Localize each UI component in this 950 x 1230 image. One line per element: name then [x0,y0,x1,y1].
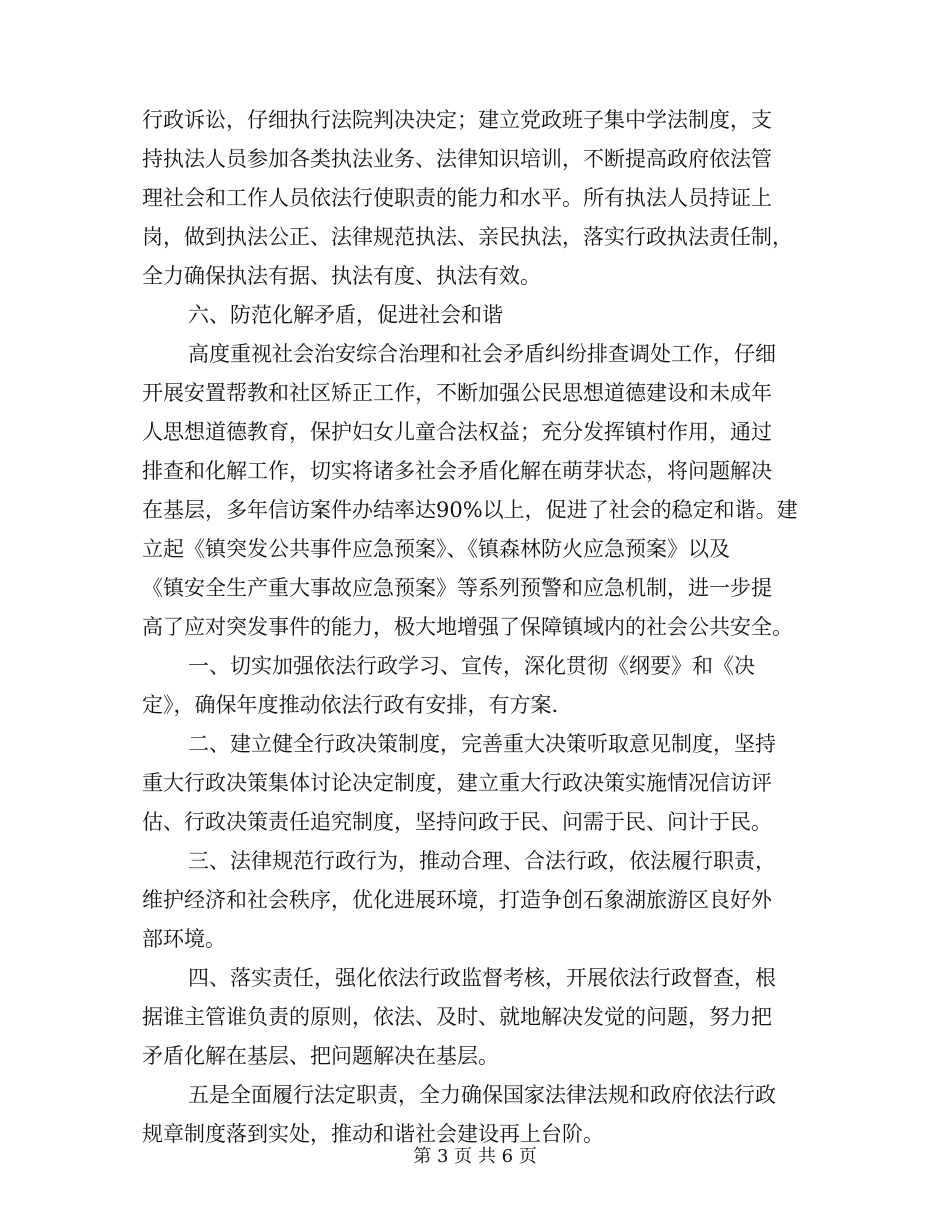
paragraph-line: 二、建立健全行政决策制度，完善重大决策听取意见制度，坚持 [188,732,776,756]
text-line [142,1039,802,1073]
paragraph-line: 排查和化解工作，切实将诸多社会矛盾化解在萌芽状态，将问题解决 [142,459,772,483]
paragraph-line: 全力确保执法有据、执法有度、执法有效。 [142,264,541,288]
text-line [142,376,802,410]
paragraph-line: 三、法律规范行政行为，推动合理、合法行政，依法履行职责， [188,849,776,873]
paragraph-line: 估、行政决策责任追究制度，坚持问政于民、问需于民、问计于民。 [142,810,772,834]
text-line [188,961,802,995]
text-line [142,181,802,215]
paragraph-line: 立起《镇突发公共事件应急预案》、《镇森林防火应急预案》以及 [142,537,730,561]
section-heading-line [188,298,802,332]
text-line [188,727,802,761]
paragraph-line: 一、切实加强依法行政学习、宣传，深化贯彻《纲要》和《决 [188,654,755,678]
text-line [142,610,802,644]
text-line [142,454,802,488]
text-line [142,220,802,254]
paragraph-line: 高度重视社会治安综合治理和社会矛盾纠纷排查调处工作，仔细 [188,342,776,366]
paragraph-line: 开展安置帮教和社区矫正工作，不断加强公民思想道德建设和未成年 [142,381,772,405]
paragraph-line: 据谁主管谁负责的原则，依法、及时、就地解决发觉的问题，努力把 [142,1005,772,1029]
paragraph-line: 持执法人员参加各类执法业务、法律知识培训，不断提高政府依法管 [142,147,772,171]
paragraph-line: 规章制度落到实处，推动和谐社会建设再上台阶。 [142,1122,604,1146]
text-line [142,805,802,839]
paragraph-line: 定》，确保年度推动依法行政有安排，有方案. [142,693,559,717]
text-line [142,142,802,176]
paragraph-line: 四、落实责任，强化依法行政监督考核，开展依法行政督查，根 [188,966,776,990]
page-number-footer: 第 3 页 共 6 页 [413,1146,537,1167]
text-line [142,103,802,137]
text-line [142,259,802,293]
paragraph-line: 理社会和工作人员依法行使职责的能力和水平。所有执法人员持证上 [142,186,772,210]
paragraph-line: 在基层，多年信访案件办结率达90%以上，促进了社会的稳定和谐。建 [142,498,798,522]
text-line [142,766,802,800]
text-line [142,493,802,527]
text-line [142,922,802,956]
text-line [188,337,802,371]
paragraph-line: 岗，做到执法公正、法律规范执法、亲民执法，落实行政执法责任制， [142,225,793,249]
paragraph-line: 维护经济和社会秩序，优化进展环境，打造争创石象湖旅游区良好外 [142,888,772,912]
paragraph-line: 部环境。 [142,927,226,951]
text-line [188,844,802,878]
paragraph-line: 人思想道德教育，保护妇女儿童合法权益；充分发挥镇村作用，通过 [142,420,772,444]
paragraph-line: 《镇安全生产重大事故应急预案》等系列预警和应急机制，进一步提 [142,576,772,600]
text-line [142,1000,802,1034]
paragraph-line: 五是全面履行法定职责，全力确保国家法律法规和政府依法行政 [188,1083,776,1107]
text-line [142,415,802,449]
text-line [188,649,802,683]
paragraph-line: 高了应对突发事件的能力，极大地增强了保障镇域内的社会公共安全。 [142,615,793,639]
text-line [142,532,802,566]
text-line [142,688,802,722]
section-heading: 六、防范化解矛盾，促进社会和谐 [188,303,503,327]
text-line [188,1078,802,1112]
text-line [142,883,802,917]
paragraph-line: 行政诉讼，仔细执行法院判决决定；建立党政班子集中学法制度，支 [142,108,772,132]
text-line [142,571,802,605]
paragraph-line: 重大行政决策集体讨论决定制度，建立重大行政决策实施情况信访评 [142,771,772,795]
paragraph-line: 矛盾化解在基层、把问题解决在基层。 [142,1044,499,1068]
